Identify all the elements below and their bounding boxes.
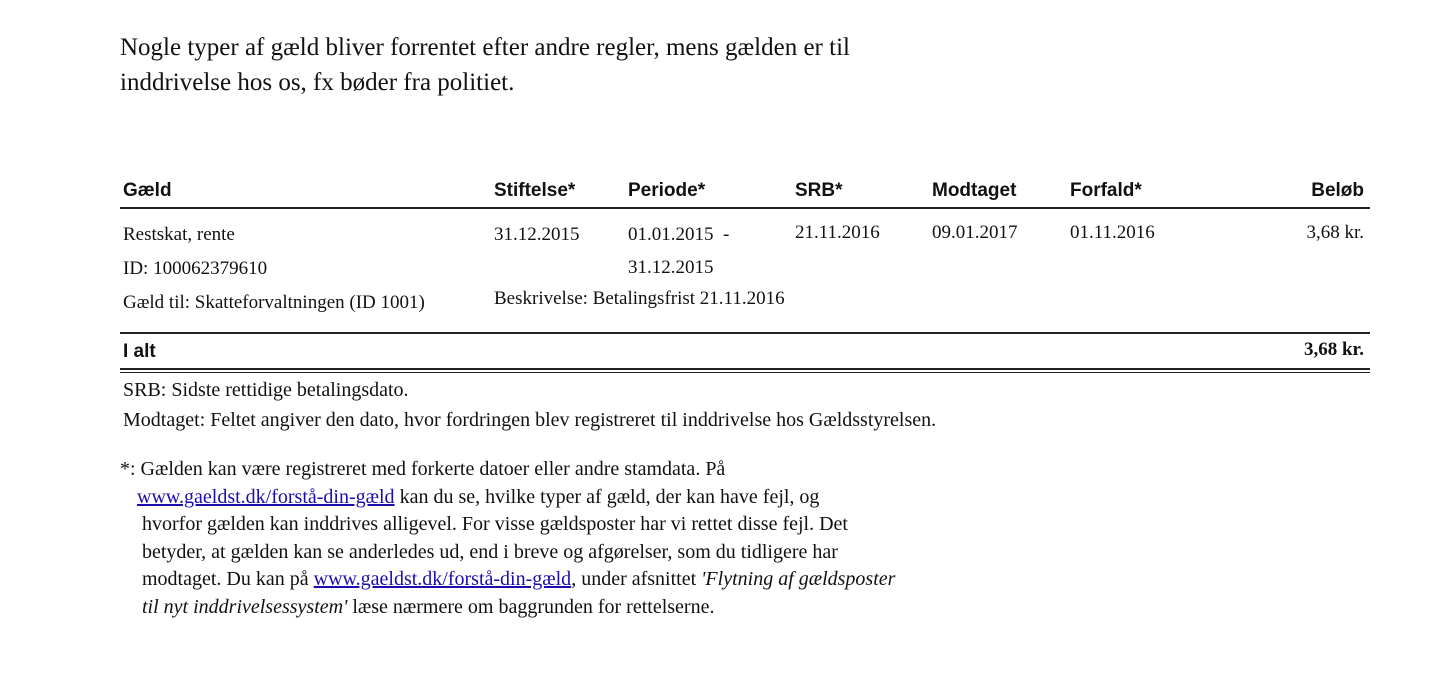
period-from: 01.01.2015 - — [628, 224, 730, 245]
footnote-line-4: betyder, at gælden kan se anderledes ud, end i breve og afgørelser, som du tidligere har — [142, 540, 838, 563]
footnote-line-3: hvorfor gælden kan inddrives alligevel. For visse gældsposter har vi rettet disse fejl. Det — [142, 513, 848, 535]
total-label: I alt — [123, 341, 156, 362]
total-divider-bottom-1 — [120, 368, 1370, 370]
footnote — [120, 456, 895, 621]
header-due: Forfald* — [1070, 180, 1142, 201]
debt-name: Restskat, rente — [123, 224, 235, 245]
footnote-line-5-mid: , under afsnittet — [571, 568, 702, 590]
footnote-line-6 — [120, 594, 895, 622]
due-date: 01.11.2016 — [1070, 222, 1155, 243]
note-srb: SRB: Sidste rettidige betalingsdato. — [123, 379, 409, 401]
total-value: 3,68 kr. — [1303, 339, 1364, 360]
footnote-line-2 — [120, 484, 895, 512]
debt-id: ID: 100062379610 — [123, 258, 268, 279]
srb-date: 21.11.2016 — [795, 222, 880, 243]
established-date: 31.12.2015 — [494, 224, 580, 245]
total-divider-top — [120, 332, 1370, 334]
header-debt: Gæld — [123, 180, 172, 201]
footnote-section-title-part-1: 'Flytning af gældsposter — [701, 568, 896, 590]
debt-description: Beskrivelse: Betalingsfrist 21.11.2016 — [494, 288, 785, 309]
amount-value: 3,68 kr. — [1306, 222, 1364, 243]
debt-owed-to: Gæld til: Skatteforvaltningen (ID 1001) — [123, 292, 425, 313]
intro-paragraph — [120, 30, 850, 100]
table-notes — [123, 375, 936, 435]
intro-line-2: inddrivelse hos os, fx bøder fra politiet. — [120, 69, 515, 96]
footnote-section-title-part-2: til nyt inddrivelsessystem' — [142, 595, 348, 618]
header-divider — [120, 207, 1370, 209]
link-forsta-din-gaeld-1[interactable]: www.gaeldst.dk/forstå-din-gæld — [137, 485, 395, 508]
footnote-line-1: *: Gælden kan være registreret med forkerte datoer eller andre stamdata. På — [120, 458, 726, 480]
intro-line-1: Nogle typer af gæld bliver forrentet efter andre regler, mens gælden er til — [120, 34, 850, 61]
footnote-line-5 — [120, 566, 895, 594]
header-established: Stiftelse* — [494, 180, 576, 201]
footnote-line-6-text: læse nærmere om baggrunden for rettelserne. — [347, 595, 715, 618]
period-to: 31.12.2015 — [628, 257, 714, 278]
header-received: Modtaget — [932, 180, 1017, 201]
footnote-line-2-text: kan du se, hvilke typer af gæld, der kan have fejl, og — [394, 485, 820, 508]
received-date: 09.01.2017 — [932, 222, 1018, 243]
header-period: Periode* — [628, 180, 706, 201]
footnote-line-5-pre: modtaget. Du kan på — [142, 568, 314, 590]
header-amount: Beløb — [1311, 180, 1364, 201]
link-forsta-din-gaeld-2[interactable]: www.gaeldst.dk/forstå-din-gæld — [313, 568, 572, 590]
total-divider-bottom-2 — [120, 372, 1370, 373]
note-received: Modtaget: Feltet angiver den dato, hvor fordringen blev registreret til inddrivelse hos Gældsstyrelsen. — [123, 409, 937, 431]
header-srb: SRB* — [795, 180, 843, 201]
